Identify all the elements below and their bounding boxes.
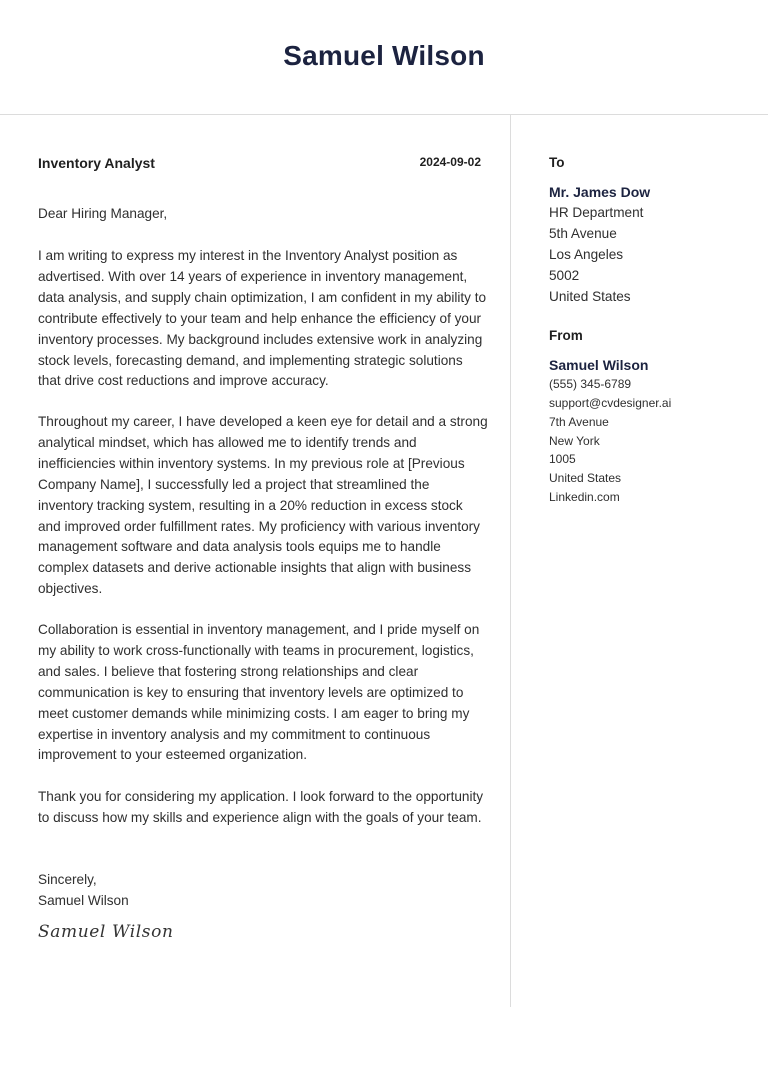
body-paragraph: Collaboration is essential in inventory management, and I pride myself on my ability to work cross-functionally with teams in procurement, logistics, and sales. I believe that fostering strong relationships and clear communication is key to ensuring that inventory levels are optimized to meet customer demands while minimizing costs. I am eager to bring my expertise in inventory analysis and my commitment to continuous improvement to your esteemed organization. xyxy=(38,622,480,763)
body-paragraph: Thank you for considering my application. I look forward to the opportunity to discuss how my skills and experience align with the goals of your team. xyxy=(38,789,484,825)
sender-linkedin: Linkedin.com xyxy=(549,490,620,504)
letter-date: 2024-09-02 xyxy=(419,155,481,169)
sender-address-line: 1005 xyxy=(549,452,576,466)
sender-address-line: 7th Avenue xyxy=(549,415,609,429)
recipient-address-line: 5th Avenue xyxy=(549,226,617,241)
sender-email: support@cvdesigner.ai xyxy=(549,396,672,410)
sender-address-line: New York xyxy=(549,434,600,448)
closing-name: Samuel Wilson xyxy=(38,893,129,908)
recipient-address-line: United States xyxy=(549,289,631,304)
recipient-address-line: HR Department xyxy=(549,205,644,220)
greeting: Dear Hiring Manager, xyxy=(38,206,168,221)
job-title: Inventory Analyst xyxy=(38,155,155,171)
sender-address-line: United States xyxy=(549,471,622,485)
sender-phone: (555) 345-6789 xyxy=(549,377,632,391)
sender-name: Samuel Wilson xyxy=(549,357,649,373)
body-paragraph: I am writing to express my interest in the Inventory Analyst position as advertised. With over 14 years of experience in inventory management, data analysis, and supply chain optimization, I am confident in my ability to contribute effectively to your team and help enhance the efficiency of your inventory processes. My background includes extensive work in analyzing stock levels, forecasting demand, and implementing strategic solutions that drive cost reductions and improve accuracy. xyxy=(38,248,487,389)
signature: Samuel Wilson xyxy=(38,922,174,942)
column-divider xyxy=(510,115,511,1007)
applicant-name-heading: Samuel Wilson xyxy=(283,40,485,71)
from-label: From xyxy=(549,328,583,343)
closing: Sincerely, xyxy=(38,872,97,887)
recipient-name: Mr. James Dow xyxy=(549,184,651,200)
recipient-address-line: Los Angeles xyxy=(549,247,624,262)
letter-header xyxy=(0,0,768,115)
body-paragraph: Throughout my career, I have developed a keen eye for detail and a strong analytical mindset, which has allowed me to identify trends and inefficiencies within inventory systems. In my previous role at [Previous Company Name], I successfully led a project that streamlined the inventory tracking system, resulting in a 20% reduction in excess stock and improved order fulfillment rates. My proficiency with various inventory management software and data analysis tools equips me to handle complex datasets and derive actionable insights that align with business objectives. xyxy=(38,414,488,597)
to-label: To xyxy=(549,155,565,170)
recipient-address-line: 5002 xyxy=(549,268,580,283)
